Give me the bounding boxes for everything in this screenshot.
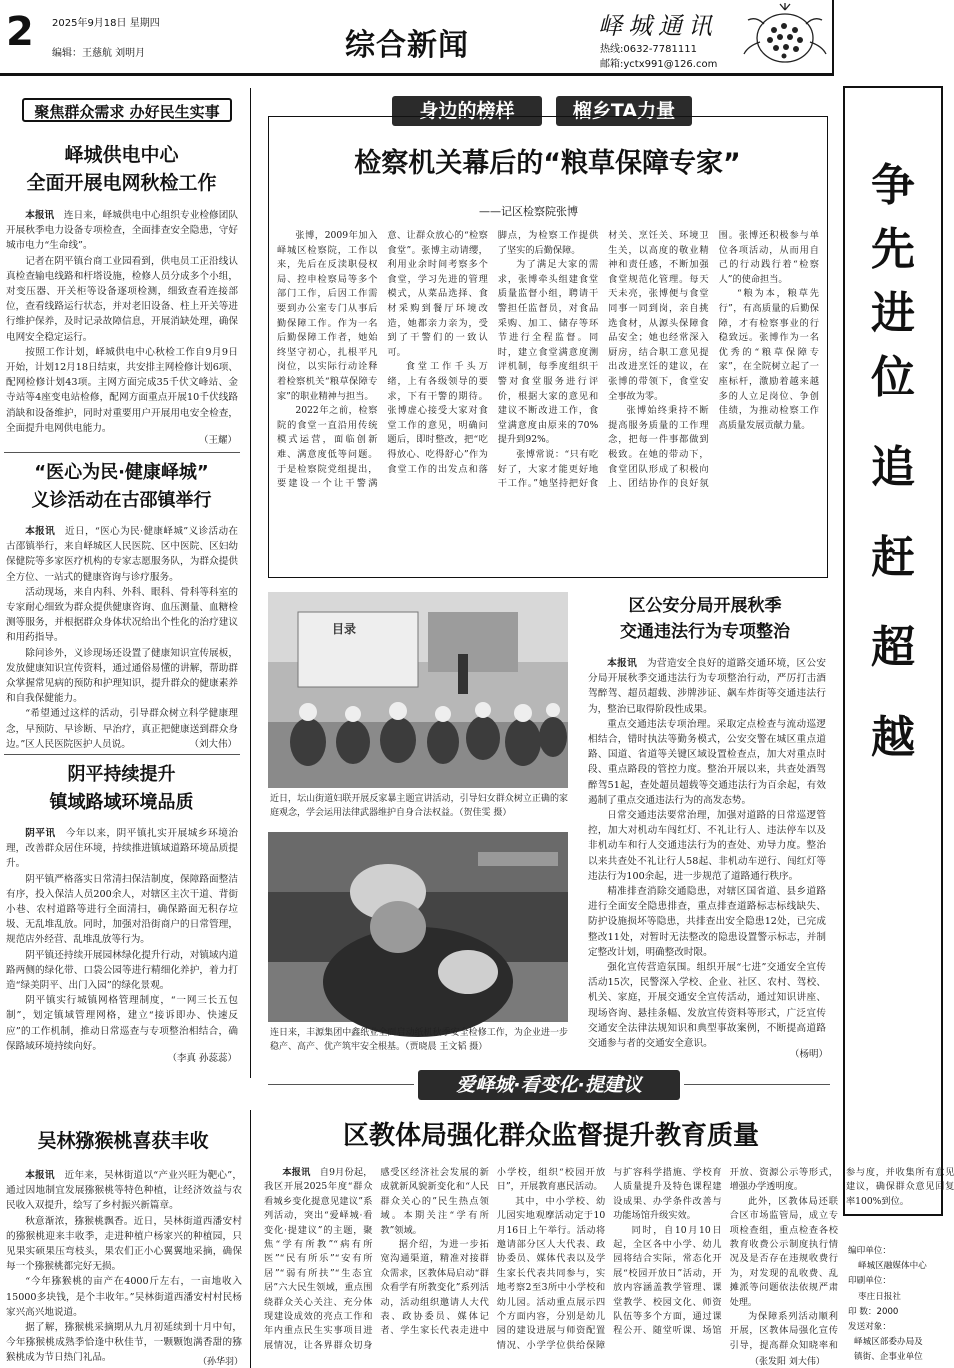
article-police-body [588, 656, 826, 1048]
photo-maintenance-image [268, 832, 568, 1022]
publisher-line-5: 印 数：2000 [848, 1306, 899, 1317]
article-yinping-credit: （李真 孙蕊蕊） [167, 1053, 237, 1064]
article-clinic-p4: “希望通过这样的活动，引导群众树立科学健康理念，早预防、早诊断、早治疗，真正把健康送到群众身边。”区人民医院医护人员说。 [6, 708, 238, 750]
photo-maintenance-credit: （贾晓晨 王文韬 摄） [405, 1042, 488, 1052]
photo-lecture [268, 592, 568, 788]
editors: 编辑：王慈航 刘明月 [52, 48, 146, 59]
article-police-p5: 强化宣传营造氛围。组织开展“七进”交通安全宣传活动15次，民警深入学校、企业、社区、农村、驾校、机关、家庭，开展交通安全宣传活动，通过知识讲座、现场咨询、悬挂条幅、发放宣传资料等形式，广泛宣传交通安全法律法规知识和典型事故案例，不断提高道路交通参与者的交通安全意识。 [588, 962, 826, 1050]
photo-maintenance-caption [270, 1026, 568, 1058]
article-police-lead: 本报讯 [607, 658, 638, 669]
article-police-credit: （杨明） [790, 1049, 829, 1060]
feature-body [277, 229, 819, 573]
slogan-char-6: 赶 [871, 532, 915, 583]
photo-maintenance-caption-text: 连日来，丰源集团中鑫纸业全面启动纸机秋季安全检修工作，为企业进一步稳产、高产、优产筑牢安全根基。 [270, 1028, 568, 1052]
article-kiwi-p4: 据了解，猕猴桃采摘期从九月初延续到十月中旬，今年猕猴桃成熟季恰逢中秋佳节，一颗颗饱满香甜的猕猴桃成为节日热门礼品。 [6, 1322, 242, 1364]
article-clinic-p2: 活动现场，来自内科、外科、眼科、骨科等科室的专家耐心细致为群众提供健康咨询、血压测量、血糖检测等服务，并根据群众身体状况给出个性化的治疗建议和用药指导。 [6, 586, 238, 644]
pomegranate-logo-icon [740, 2, 830, 68]
photo-lecture-image [268, 592, 568, 788]
article-clinic-title-line1: “医心为民·健康峄城” [34, 462, 209, 483]
article-power-lead: 本报讯 [25, 210, 55, 221]
article-yinping-title-line1: 阴平持续提升 [67, 764, 176, 785]
center-banner-right: 榴乡TA力量 [556, 96, 692, 126]
article-yinping-body [6, 826, 239, 1052]
article-education-p1: 自9月份起，我区开展2025年度“群众看城乡变化提意见建议”系列活动，突出“爱峄城·看变化·提建议”的主题，聚焦“学有所教”“病有所医”“民有所乐”“安有所居”“弱有所扶”“生态宜居”六大民生领域，重点围绕群众关心关注、充分体现建设成效的亮点工作和年内重点民生实事项目进展情况，让各界群众切身感受区经济社会发展的新成就新风貌新变化和“人民群众关心的”民生热点领域。本期关注“学有所教”领域。 [264, 1167, 489, 1351]
bottom-vertical-rule [250, 1110, 251, 1368]
publisher-line-2: 峄城区融媒体中心 [858, 1261, 927, 1272]
bottom-banner: 爱峄城·看变化·提建议 [418, 1070, 680, 1100]
section-title: 综合新闻 [345, 28, 469, 63]
feature-title: 检察机关幕后的“粮草保障专家” [354, 148, 741, 179]
article-yinping-p2: 阴平镇严格落实日常清扫保洁制度，保障路面整洁有序，投入保洁人员200余人，对辖区主次干道、背街小巷、农村道路等进行全面清扫，确保路面无积存垃圾、无乱堆乱放。同时，加强对沿街商户的日常管理，规范店外经营、乱堆乱放等行为。 [6, 873, 238, 946]
feature-p7: “粮为本，粮草先行”，有高质量的后勤保障，才有检察事业的行稳致远。张博作为一名优秀的“粮草保障专家”，在全院树立起了一座标杆，激励着越来越多的人立足岗位、争创佳绩，为推动检察工作高质量发展贡献力量。 [718, 288, 819, 431]
masthead-divider [0, 73, 832, 76]
article-police-p3: 日常交通违法要常治理，加强对道路的日常巡逻管控，加大对机动车闯红灯、不礼让行人、违法停车以及非机动车和行人交通违法行为的查处、劝导力度。整治以来共查处不礼让行人58起、非机动车逆行、闯红灯等违法行为100余起，进一步规范了道路通行秩序。 [588, 810, 826, 882]
publisher-line-4: 枣庄日报社 [858, 1291, 901, 1302]
bottom-rule-right [684, 1084, 830, 1085]
article-kiwi-lead: 本报讯 [25, 1170, 55, 1181]
photo-maintenance [268, 832, 568, 1022]
article-power-title-line2: 全面开展电网秋检工作 [26, 172, 217, 194]
left-column [0, 90, 243, 1070]
slogan-char-2: 先 [871, 224, 915, 275]
feature-p1: 张博，2009年加入峄城区检察院，工作以来，先后在反渎职侵权局、控申检察局等多个部门工作，后因工作需要到办公室专门从事后勤保障工作。作为一名后勤保障工作者，她始终坚守初心，扎根平凡岗位，以实际行动诠释着检察机关“粮草保障专家”的职业精神与担当。 [277, 230, 378, 402]
article-clinic-credit: （刘大伟） [189, 739, 237, 750]
article-clinic-lead: 本报讯 [25, 526, 56, 537]
publisher-line-1: 编印单位： [848, 1246, 891, 1256]
feature-p2: 2022年之前，检察院的食堂一直沿用传统模式运营，面临创新难、满意度低等问题。于是检察院党组提出，要建设一个让干警满意、让群众放心的“检察食堂”。张博主动请缨，利用业余时间考察多个食堂，学习先进的管理模式，从菜品选择、食材采购到餐厅环境改造，她都亲力亲为，受到了干警们的一致认可。 [277, 230, 488, 490]
article-kiwi-credit: （孙华羽） [198, 1357, 244, 1367]
article-power-title-line1: 峄城供电中心 [64, 144, 179, 166]
article-power-body [6, 208, 238, 448]
photo-lecture-caption-text: 近日，坛山街道妇联开展反家暴主题宣讲活动，引导妇女群众树立正确的家庭观念，学会运用法律武器维护自身合法权益。 [270, 794, 568, 818]
slogan-char-8: 越 [871, 712, 915, 763]
article-yinping-p1: 今年以来，阴平镇扎实开展城乡环境治理，改善群众居住环境，持续推进镇域道路环境品质提升。 [6, 828, 239, 870]
publisher-info [848, 1244, 948, 1366]
slogan-characters [845, 160, 941, 780]
article-power-p1: 连日来，峄城供电中心组织专业检修团队开展秋季电力设备专项检查，全面排查安全隐患，守好城市电力“生命线”。 [6, 210, 239, 252]
article-education-p4: 同时，自10月10日起，全区各中小学、幼儿园将结合实际，常态化开展“校园开放日”活动，开放内容涵盖教学管理、课堂教学、校园文化、师资队伍等多个方面，通过课程公开、随堂听课、场馆开放、资源公示等形式，增强办学透明度。 [613, 1167, 838, 1337]
article-police-title-line1: 区公安分局开展秋季 [628, 596, 782, 616]
feature-box [268, 116, 828, 578]
left-column-rule [250, 88, 251, 1078]
article-education-lead: 本报讯 [282, 1167, 311, 1178]
article-power-p2: 记者在阴平镇台商工业园看到，供电员工正沿线认真检查输电线路和杆塔设施，检修人员分成多个小组，对变压器、开关柜等设备逐项检测，细致查看连接部位，查看线路运行状态，并对老旧设备、柱上开关等进行维护保养，及时记录故障信息，开展消缺处理，确保电网安全稳定运行。 [6, 255, 238, 343]
feature-p4: 为了满足大家的需求，张博牵头组建食堂质量监督小组，聘请干警担任监督员，对食品采购、加工、储存等环节进行全程监督。同时，建立食堂满意度测评机制，每季度组织干警对食堂服务进行评价，根据大家的意见和建议不断改进工作，食堂满意度由原来的70%提升到92%。 [497, 259, 599, 446]
paper-name: 峄城通讯 [598, 12, 718, 40]
article-clinic-p1: 近日，“医心为民·健康峄城”义诊活动在古邵镇举行，来自峄城区人民医院、区中医院、区妇幼保健院等多家医疗机构的专家志愿服务队，为群众提供全方位、一站式的健康咨询与诊疗服务。 [6, 526, 239, 583]
article-clinic-title-line2: 义诊活动在古邵镇举行 [31, 490, 212, 511]
article-kiwi-p1: 近年来，吴林街道以“产业兴旺为靶心”，通过因地制宜发展猕猴桃等特色种植，让经济效益与农民收入双提升，绘写了乡村振兴新篇章。 [6, 1170, 243, 1212]
slogan-char-7: 超 [871, 622, 915, 673]
article-police-title-line2: 交通违法行为专项整治 [620, 622, 790, 642]
article-yinping-p4: 阴平镇实行城镇网格管理制度，“一网三长五包制”，划定镇域管理网格，建立“接诉即办、快速反应”的工作机制，推动日常巡查与专项整治相结合，确保路域环境持续向好。 [6, 995, 238, 1052]
hotline: 热线:0632-7781111 [600, 44, 697, 55]
slogan-char-5: 追 [871, 442, 915, 493]
article-yinping-title-line2: 镇域路域环境品质 [49, 792, 194, 813]
left-banner: 聚焦群众需求 办好民生实事 [22, 98, 232, 122]
article-education-p3: 其中，中小学校、幼儿园实地观摩活动定于10月16日上午举行。活动将邀请部分区人大代表、政协委员、媒体代表以及学生家长代表共同参与，实地考察2至3所中小学校和幼儿园。活动重点展示四个方面内容，分别是幼儿园的建设进展与师资配置情况、小学学位供给保障与扩容科学措施、学校育人质量提升及特色课程建设成果、办学条件改善与功能场馆升级实效。 [496, 1167, 722, 1351]
photo-lecture-screen-text: 目录 [332, 622, 357, 636]
feature-p3: 食堂工作千头万绪，上有各级领导的要求，下有干警的期待。张博虚心接受大家对食堂工作的意见，明确问题后，即时整改，把“吃得放心、吃得舒心”作为食堂工作的出发点和落脚点，为检察工作提供了坚实的后勤保障。 [387, 230, 599, 475]
publisher-line-6: 发送对象： [848, 1322, 891, 1333]
article-education-p2: 据介绍，为进一步拓宽沟通渠道，精准对接群众需求，区教体局启动“群众看学有所教变化”系列活动，活动组织邀请人大代表、政协委员、媒体记者、学生家长代表走进中小学校，组织“校园开放日”，开展教育惠民活动。 [380, 1167, 606, 1337]
article-education-title: 区教体局强化群众监督提升教育质量 [342, 1121, 759, 1151]
email: 邮箱:yctx991@126.com [600, 59, 718, 70]
article-education-p5: 此外，区教体局还联合区市场监管局，成立专项检查组，重点检查各校教育收费公示制度执行情况及是否存在违规收费行为，对发现的乱收费、乱摊派等问题依法依规严肃处理。 [729, 1195, 838, 1308]
publisher-line-8: 镇街、企事业单位 [854, 1352, 923, 1363]
article-power-p3: 按照工作计划，峄城供电中心秋检工作自9月9日开始，计划12月18日结束，共安排主网检修计划6项、配网检修计划43项。主网方面完成35千伏文峰站、金寺站等4座变电站检修，配网方面重点开展10千伏线路消缺和设备维护，同时对重要用户开展用电安全检查，全面提升电网供电能力。 [6, 346, 238, 434]
left-divider-2 [4, 754, 240, 755]
article-kiwi-p2: 秋意渐浓，猕猴桃飘香。近日，吴林街道西潘安村的猕猴桃迎来丰收季，走进种植户杨家兴的种植园，只见果实硕果压弯枝头，果农们正小心翼翼地采摘，确保每一个猕猴桃都完好无损。 [6, 1215, 242, 1273]
photo-lecture-credit: （贺佳雯 摄） [459, 808, 512, 818]
slogan-char-3: 进 [871, 288, 915, 339]
photo-lecture-caption [270, 792, 568, 824]
feature-p5: 张博常说：“只有吃好了，大家才能更好地干工作。”她坚持把好食材关、烹饪关、环境卫生关，以高度的敬业精神和责任感，不断加强食堂规范化管理。每天天未亮，张博便与食堂同事一同到岗，亲自挑选食材，从源头保障食品安全；她也经常深入厨房，结合职工意见提出改进烹饪的建议，在张博的带领下，食堂安全事故为零。 [497, 230, 709, 490]
article-education-p6: 为保障系列活动顺利开展，区教体局强化宣传引导，提高群众知晓率和参与度，并收集所有意见建议，确保群众意见回复率100%到位。 [729, 1167, 954, 1351]
publisher-line-7: 峄城区部委办局及 [854, 1337, 923, 1348]
slogan-char-1: 争 [871, 160, 915, 211]
bottom-rule-left [268, 1084, 414, 1085]
article-police-p1: 为营造安全良好的道路交通环境，区公安分局开展秋季交通违法行为专项整治行动，严厉打击酒驾醉驾、超员超载、涉牌涉证、飙车炸街等交通违法行为，整治已取得阶段性成果。 [588, 658, 827, 715]
article-police-p2: 重点交通违法专项治理。采取定点检查与流动巡逻相结合，错时执法等勤务模式，公安交警在城区重点道路、国道、省道等关键区域设置检查点，加大对重点时段、重点路段的管控力度。整治开展以来，共查处酒驾醉驾51起，查处超员超载等交通违法行为百余起，有效遏制了重点交通违法行为的高发态势。 [588, 718, 826, 806]
feature-p6: 张博始终秉持不断提高服务质量的工作理念，把每一件事都做到极致。在她的带动下，食堂团队形成了积极向上、团结协作的良好氛围。张博还积极参与单位各项活动，从而用自己的行动践行着“检察人”的使命担当。 [608, 230, 819, 490]
article-clinic-body [6, 524, 239, 750]
article-kiwi-title: 吴林猕猴桃喜获丰收 [37, 1130, 209, 1152]
masthead-vertical-rule [832, 0, 834, 76]
article-clinic-p3: 除问诊外，义诊现场还设置了健康知识宣传展板，发放健康知识宣传资料，通过通俗易懂的讲解，帮助群众掌握常见病的预防和护理知识，提升群众的健康素养和自我保健能力。 [6, 647, 238, 705]
left-divider-1 [4, 452, 240, 453]
feature-subtitle: ——记区检察院张博 [479, 205, 578, 218]
article-education-credit: （张发阳 刘大伟） [750, 1357, 825, 1367]
article-yinping-lead: 阴平讯 [25, 828, 56, 839]
slogan-box [843, 86, 943, 1216]
page-number: 2 [6, 9, 34, 55]
article-yinping-p3: 阴平镇还持续开展园林绿化提升行动，对镇域内道路两侧的绿化带、口袋公园等进行精细化养护，着力打造“绿美阴平、出门入园”的绿化景观。 [6, 949, 238, 992]
article-power-credit: （王耀） [198, 435, 237, 446]
issue-date: 2025年9月18日 星期四 [52, 18, 160, 29]
center-banner-left: 身边的榜样 [392, 96, 542, 126]
slogan-char-4: 位 [871, 352, 915, 403]
article-kiwi-p3: “今年猕猴桃的亩产在4000斤左右，一亩地收入15000多块钱，是个丰收年。”吴林街道西潘安村村民杨家兴高兴地说道。 [6, 1276, 242, 1318]
publisher-line-3: 印刷单位： [848, 1276, 891, 1287]
article-police-p4: 精准排查消除交通隐患，对辖区国省道、县乡道路进行全面安全隐患排查，重点排查道路标志标线缺失、防护设施损坏等隐患，共排查出安全隐患12处，已完成整改11处，对暂时无法整改的隐患设置警示标志，并制定整改计划，明确整改时限。 [588, 886, 826, 958]
